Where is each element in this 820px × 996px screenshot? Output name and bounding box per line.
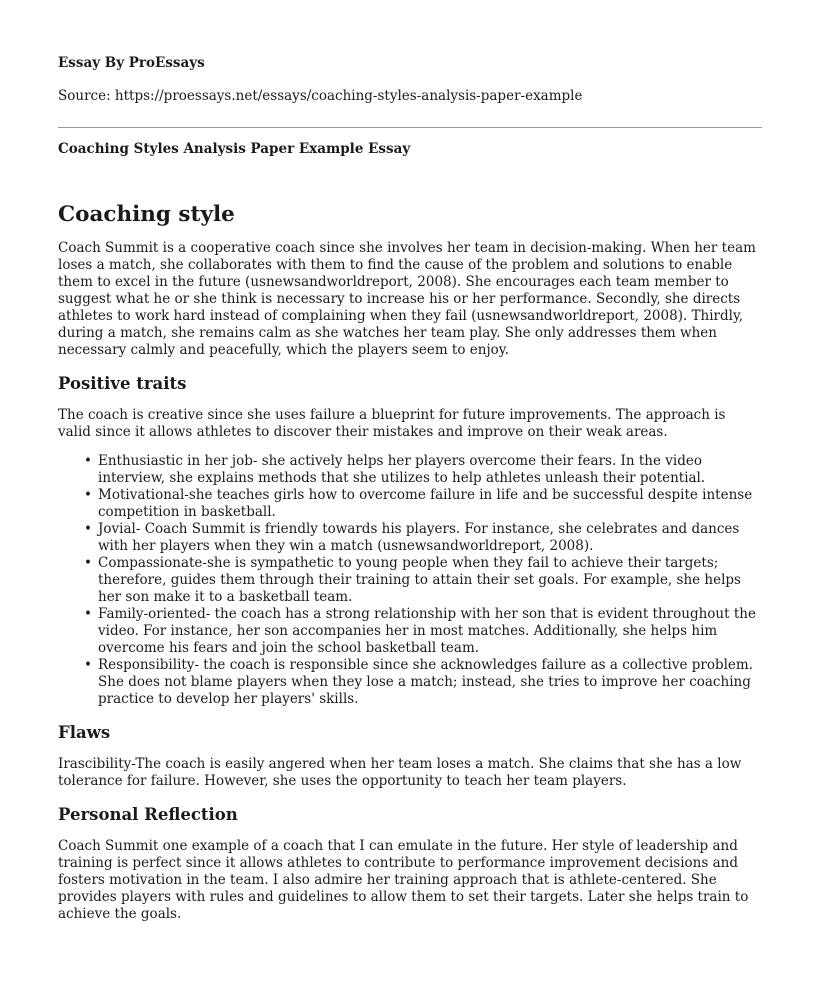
list-item-text: Responsibility- the coach is responsible since she acknowledges failure as a collective problem. She does not blame players when they lose a match; instead, she tries to improve her coaching practice to develop her players' skills.	[98, 657, 753, 707]
heading-personal-reflection: Personal Reflection	[58, 805, 238, 824]
heading-flaws: Flaws	[58, 723, 111, 742]
list-item-text: Compassionate-she is sympathetic to young people when they fail to achieve their targets; therefore, guides them through their training to attain their set goals. For example, she helps her son make it to a basketball team.	[98, 555, 741, 605]
list-item	[84, 606, 762, 657]
paragraph-flaws: Irascibility-The coach is easily angered when her team loses a match. She claims that she has a low tolerance for failure. However, she uses the opportunity to teach her team players.	[58, 756, 742, 789]
essay-title: Coaching Styles Analysis Paper Example Essay	[58, 141, 411, 157]
heading-coaching-style: Coaching style	[58, 202, 235, 227]
bullet-icon: •	[84, 606, 92, 622]
bullet-icon: •	[84, 521, 92, 537]
list-item	[84, 657, 762, 708]
bullet-icon: •	[84, 453, 92, 469]
heading-positive-traits: Positive traits	[58, 374, 187, 393]
paragraph-positive-traits: The coach is creative since she uses failure a blueprint for future improvements. The approach is valid since it allows athletes to discover their mistakes and improve on their weak areas.	[58, 407, 726, 440]
positive-traits-list	[58, 453, 762, 708]
list-item-text: Enthusiastic in her job- she actively helps her players overcome their fears. In the video interview, she explains methods that she utilizes to help athletes unleash their potential.	[98, 453, 706, 486]
bullet-icon: •	[84, 555, 92, 571]
paragraph-personal-reflection: Coach Summit one example of a coach that I can emulate in the future. Her style of leadership and training is perfect since it allows athletes to contribute to performance improvement decisions and fosters motivation in the team. I also admire her training approach that is athlete-centered. She provides players with rules and guidelines to allow them to set their targets. Later she helps train to achieve the goals.	[58, 838, 749, 922]
bullet-icon: •	[84, 487, 92, 503]
bullet-icon: •	[84, 657, 92, 673]
list-item	[84, 555, 762, 606]
essay-byline: Essay By ProEssays	[58, 55, 205, 71]
list-item-text: Jovial- Coach Summit is friendly towards his players. For instance, she celebrates and dances with her players when they win a match (usnewsandworldreport, 2008).	[98, 521, 740, 554]
list-item-text: Family-oriented- the coach has a strong relationship with her son that is evident throughout the video. For instance, her son accompanies her in most matches. Additionally, she helps him overcome his fears and join the school basketball team.	[98, 606, 756, 656]
list-item	[84, 487, 762, 521]
list-item	[84, 453, 762, 487]
paragraph-coaching-style: Coach Summit is a cooperative coach since she involves her team in decision-making. When her team loses a match, she collaborates with them to find the cause of the problem and solutions to enable them to excel in the future (usnewsandworldreport, 2008). She encourages each team member to suggest what he or she think is necessary to increase his or her performance. Secondly, she directs athletes to work hard instead of complaining when they fail (usnewsandworldreport, 2008). Thirdly, during a match, she remains calm as she watches her team play. She only addresses them when necessary calmly and peacefully, which the players seem to enjoy.	[58, 240, 756, 358]
list-item	[84, 521, 762, 555]
header-divider	[58, 127, 762, 128]
source-line: Source: https://proessays.net/essays/coaching-styles-analysis-paper-example	[58, 88, 583, 104]
list-item-text: Motivational-she teaches girls how to overcome failure in life and be successful despite intense competition in basketball.	[98, 487, 753, 520]
